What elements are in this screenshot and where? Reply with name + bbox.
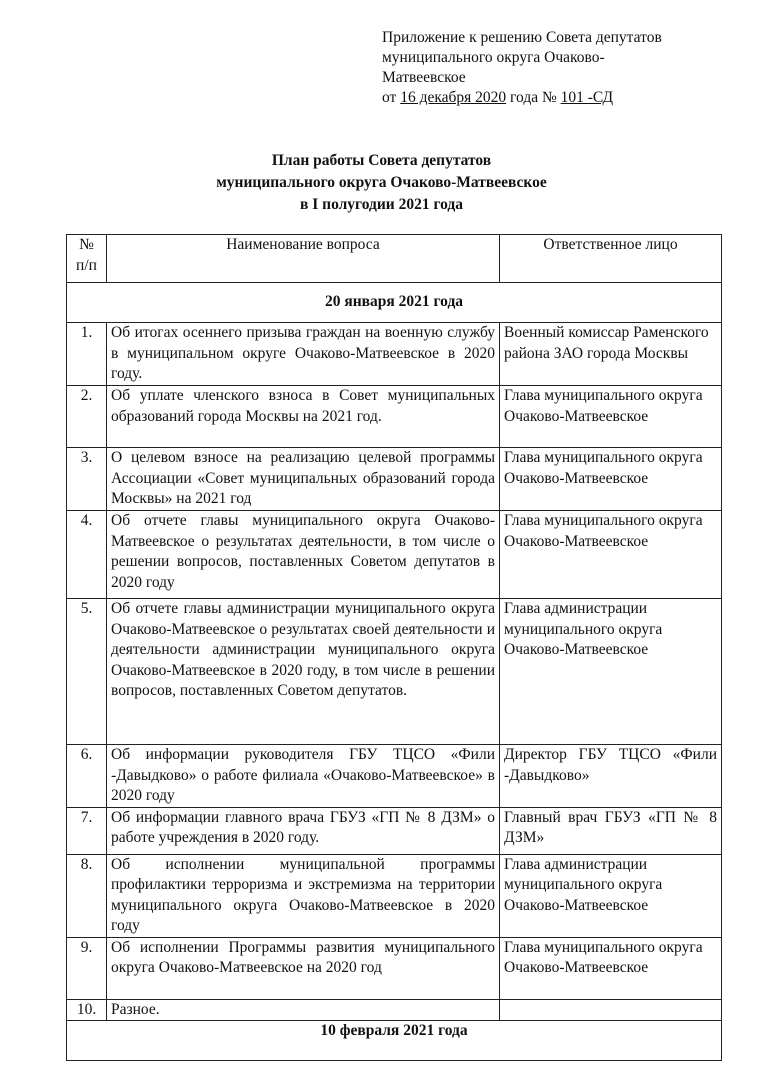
table-row [67, 511, 722, 599]
section-date: 20 января 2021 года [67, 283, 722, 323]
document-title [0, 150, 763, 216]
row-responsible: Глава муниципального округа Очаково-Матвеевское [500, 386, 722, 448]
appendix-line-3: Матвеевское [382, 69, 466, 86]
row-question: Об информации главного врача ГБУЗ «ГП № 8 ДЗМ» о работе учреждения в 2020 году. [107, 807, 500, 854]
header-row [67, 235, 722, 283]
row-number: 5. [67, 599, 107, 745]
row-question: Об исполнении Программы развития муниципального округа Очаково-Матвеевское на 2020 год [107, 937, 500, 999]
row-responsible: Глава муниципального округа Очаково-Матвеевское [500, 448, 722, 511]
title-line-2: муниципального округа Очаково-Матвеевское [216, 174, 547, 191]
decision-date: 16 декабря 2020 [400, 89, 507, 106]
row-number: 10. [67, 999, 107, 1021]
header-responsible: Ответственное лицо [500, 235, 722, 283]
table-row [67, 937, 722, 999]
title-line-1: План работы Совета депутатов [271, 152, 492, 169]
row-question: Об отчете главы администрации муниципального округа Очаково-Матвеевское о результатах своей деятельности и деятельности администрации муниципального округа Очаково-Матвеевское в 2020 году, в том числе в решении вопросов, поставленных Советом депутатов. [107, 599, 500, 745]
row-responsible: Военный комиссар Раменского района ЗАО города Москвы [500, 323, 722, 386]
table-row [67, 854, 722, 937]
table-row [67, 999, 722, 1021]
row-number: 9. [67, 937, 107, 999]
row-number: 2. [67, 386, 107, 448]
row-responsible: Директор ГБУ ТЦСО «Фили -Давыдково» [500, 745, 722, 808]
row-question: Об исполнении муниципальной программы профилактики терроризма и экстремизма на территории муниципального округа Очаково-Матвеевское в 2020 году [107, 854, 500, 937]
row-number: 4. [67, 511, 107, 599]
row-question: Разное. [107, 999, 500, 1021]
appendix-line-2: муниципального округа Очаково- [382, 49, 605, 66]
title-line-3: в I полугодии 2021 года [299, 196, 464, 213]
plan-table [66, 234, 722, 1061]
table-row [67, 448, 722, 511]
table-row [67, 807, 722, 854]
appendix-note [382, 28, 742, 108]
row-responsible: Главный врач ГБУЗ «ГП № 8 ДЗМ» [500, 807, 722, 854]
row-responsible: Глава муниципального округа Очаково-Матвеевское [500, 937, 722, 999]
row-number: 7. [67, 807, 107, 854]
section-date: 10 февраля 2021 года [67, 1021, 722, 1061]
row-number: 1. [67, 323, 107, 386]
appendix-year-no: года № [506, 89, 561, 106]
row-question: Об итогах осеннего призыва граждан на военную службу в муниципальном округе Очаково-Матвеевское в 2020 году. [107, 323, 500, 386]
section-row [67, 283, 722, 323]
table-row [67, 323, 722, 386]
row-number: 6. [67, 745, 107, 808]
header-question: Наименование вопроса [107, 235, 500, 283]
appendix-line-4 [382, 88, 742, 108]
row-question: Об отчете главы муниципального округа Очаково-Матвеевское о результатах деятельности, в том числе о решении вопросов, поставленных Советом депутатов в 2020 году [107, 511, 500, 599]
row-question: О целевом взносе на реализацию целевой программы Ассоциации «Совет муниципальных образований города Москвы» на 2021 год [107, 448, 500, 511]
decision-number: 101 -СД [560, 89, 614, 106]
row-responsible: Глава администрации муниципального округа Очаково-Матвеевское [500, 854, 722, 937]
table-row [67, 386, 722, 448]
header-number: № п/п [67, 235, 107, 283]
row-responsible: Глава муниципального округа Очаково-Матвеевское [500, 511, 722, 599]
row-question: Об уплате членского взноса в Совет муниципальных образований города Москвы на 2021 год. [107, 386, 500, 448]
row-question: Об информации руководителя ГБУ ТЦСО «Фили -Давыдково» о работе филиала «Очаково-Матвеевское» в 2020 году [107, 745, 500, 808]
row-responsible: Глава администрации муниципального округа Очаково-Матвеевское [500, 599, 722, 745]
row-number: 3. [67, 448, 107, 511]
appendix-from: от [382, 89, 401, 106]
table-row [67, 745, 722, 808]
table-row [67, 599, 722, 745]
appendix-line-1: Приложение к решению Совета депутатов [382, 29, 662, 46]
row-number: 8. [67, 854, 107, 937]
section-row [67, 1021, 722, 1061]
row-responsible [500, 999, 722, 1021]
